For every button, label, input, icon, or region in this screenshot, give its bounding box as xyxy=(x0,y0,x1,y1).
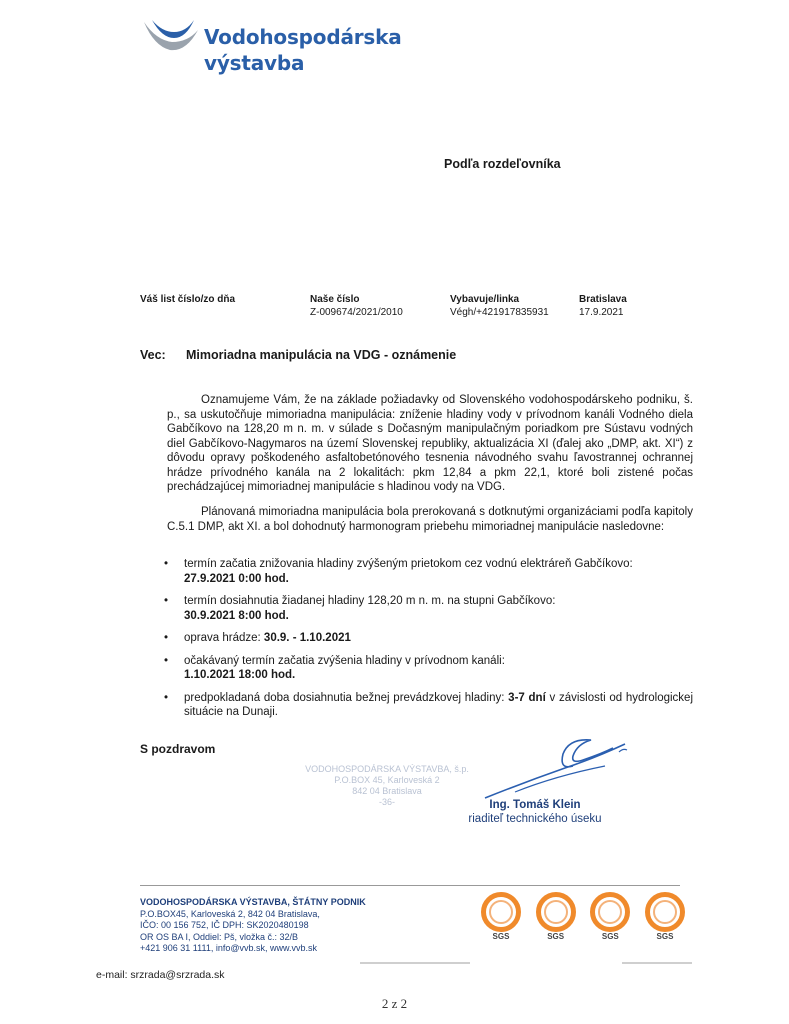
email-address: e-mail: srzrada@srzrada.sk xyxy=(96,969,225,981)
list-item xyxy=(164,631,693,646)
footer-firm-name: VODOHOSPODÁRSKA VÝSTAVBA, ŠTÁTNY PODNIK xyxy=(140,897,366,907)
list-item-bold: 3-7 dní xyxy=(508,691,546,704)
page-number: 2 z 2 xyxy=(381,996,408,1011)
recipient: Podľa rozdeľovníka xyxy=(444,157,561,171)
signer-block xyxy=(465,798,605,826)
scan-artifact xyxy=(360,962,470,964)
paragraph-text: Plánovaná mimoriadna manipulácia bola prerokovaná s dotknutými organizáciami podľa kapitoly C.5.1 DMP, akt XI. a bol dohodnutý harmonogram priebehu mimoriadnej manipulácie nasledovne: xyxy=(167,506,693,533)
reference-value: Végh/+421917835931 xyxy=(450,307,549,318)
sgs-badge-icon xyxy=(587,892,633,948)
body-paragraph-2 xyxy=(167,505,693,534)
logo-line1: Vodohospodárska xyxy=(204,25,402,49)
list-item-bold: 30.9.2021 8:00 hod. xyxy=(184,609,289,622)
subject-label: Vec: xyxy=(140,348,166,362)
scan-artifact xyxy=(622,962,692,964)
list-item-text: termín začatia znižovania hladiny zvýšeným prietokom cez vodnú elektráreň Gabčíkovo: xyxy=(184,558,633,570)
bullet-icon: • xyxy=(164,654,169,667)
reference-label: Naše číslo xyxy=(310,294,360,305)
badge-label: SGS xyxy=(601,932,619,941)
stamp-line: -36- xyxy=(378,797,395,807)
bullet-icon: • xyxy=(164,595,169,607)
footer-line: +421 906 31 1111, info@vvb.sk, www.vvb.sk xyxy=(140,943,317,953)
sgs-badge-icon xyxy=(533,892,579,948)
stamp-line: 842 04 Bratislava xyxy=(352,786,422,796)
list-item-text: oprava hrádze: xyxy=(184,632,261,644)
bullet-icon: • xyxy=(164,558,169,570)
reference-contact xyxy=(450,293,549,319)
footer-company-info xyxy=(140,897,366,955)
wave-logo-icon xyxy=(140,16,202,64)
list-item xyxy=(164,691,693,720)
body-paragraph-1 xyxy=(167,393,693,495)
bullet-icon: • xyxy=(164,632,169,644)
reference-place-date xyxy=(579,293,627,319)
reference-label: Vybavuje/linka xyxy=(450,294,520,305)
list-item-bold: 1.10.2021 18:00 hod. xyxy=(184,669,296,681)
reference-label: Bratislava xyxy=(579,294,627,305)
reference-value: 17.9.2021 xyxy=(579,307,624,318)
list-item-text: predpokladaná doba dosiahnutia bežnej prevádzkovej hladiny: xyxy=(184,691,505,704)
list-item-text: očakávaný termín začatia zvýšenia hladiny v prívodnom kanáli: xyxy=(184,654,505,667)
footer-divider xyxy=(140,885,680,886)
badge-label: SGS xyxy=(656,932,674,941)
company-logo xyxy=(140,14,430,84)
footer-line: P.O.BOX45, Karloveská 2, 842 04 Bratislava, xyxy=(140,908,320,919)
reference-our-number xyxy=(310,293,403,319)
greeting: S pozdravom xyxy=(140,742,216,756)
list-item-bold: 30.9. - 1.10.2021 xyxy=(263,632,351,644)
paragraph-text: Oznamujeme Vám, že na základe požiadavky od Slovenského vodohospodárskeho podniku, š. p., sa uskutočňuje mimoriadna manipulácia: zníženie hladiny vody v prívodnom kanáli Vodného diela Gabčíkovo na 128,20 m n. m. v súlade s Dočasným manipulačným poriadkom pre Sústavu vodných diel Gabčíkovo-Nagymaros na území Slovenskej republiky, aktualizácia XI (ďalej ako „DMP, akt. XI“) z dôvodu opravy poškodeného asfaltobetónového tesnenia návodného svahu ľavostrannej ochrannej hrádze prívodného kanála na 2 lokalitách: pkm 12,84 a pkm 22,1, ktoré boli zistené počas prechádzajúcej mimoriadnej manipulácie s hladinou vody na VDG. xyxy=(167,394,693,493)
reference-your-letter xyxy=(140,293,235,306)
reference-label: Váš list číslo/zo dňa xyxy=(140,294,236,305)
company-stamp xyxy=(292,764,482,808)
schedule-list xyxy=(164,557,693,728)
list-item-tail: v závislosti od hydrologickej situácie na Dunaji. xyxy=(184,691,693,718)
logo-wordmark xyxy=(204,24,402,76)
sgs-badge-icon xyxy=(478,892,524,948)
sgs-badge-icon xyxy=(642,892,688,948)
certification-badges xyxy=(478,892,688,948)
signer-title: riaditeľ technického úseku xyxy=(468,813,602,825)
signer-name: Ing. Tomáš Klein xyxy=(489,799,581,811)
footer-line: IČO: 00 156 752, IČ DPH: SK2020480198 xyxy=(140,920,309,930)
subject-text: Mimoriadna manipulácia na VDG - oznámenie xyxy=(186,348,457,362)
list-item xyxy=(164,557,693,586)
list-item-text: termín dosiahnutia žiadanej hladiny 128,20 m n. m. na stupni Gabčíkovo: xyxy=(184,595,556,607)
stamp-line: VODOHOSPODÁRSKA VÝSTAVBA, š.p. xyxy=(305,764,469,774)
stamp-line: P.O.BOX 45, Karloveská 2 xyxy=(334,775,440,785)
subject-line xyxy=(140,348,456,362)
logo-line2: výstavba xyxy=(204,51,305,75)
footer-line: OR OS BA I, Oddiel: Pš, vložka č.: 32/B xyxy=(140,931,299,942)
reference-value: Z-009674/2021/2010 xyxy=(310,307,403,318)
list-item-bold: 27.9.2021 0:00 hod. xyxy=(184,572,289,585)
list-item xyxy=(164,654,693,683)
badge-label: SGS xyxy=(492,932,510,941)
list-item xyxy=(164,594,693,623)
bullet-icon: • xyxy=(164,691,169,704)
badge-label: SGS xyxy=(547,932,565,941)
